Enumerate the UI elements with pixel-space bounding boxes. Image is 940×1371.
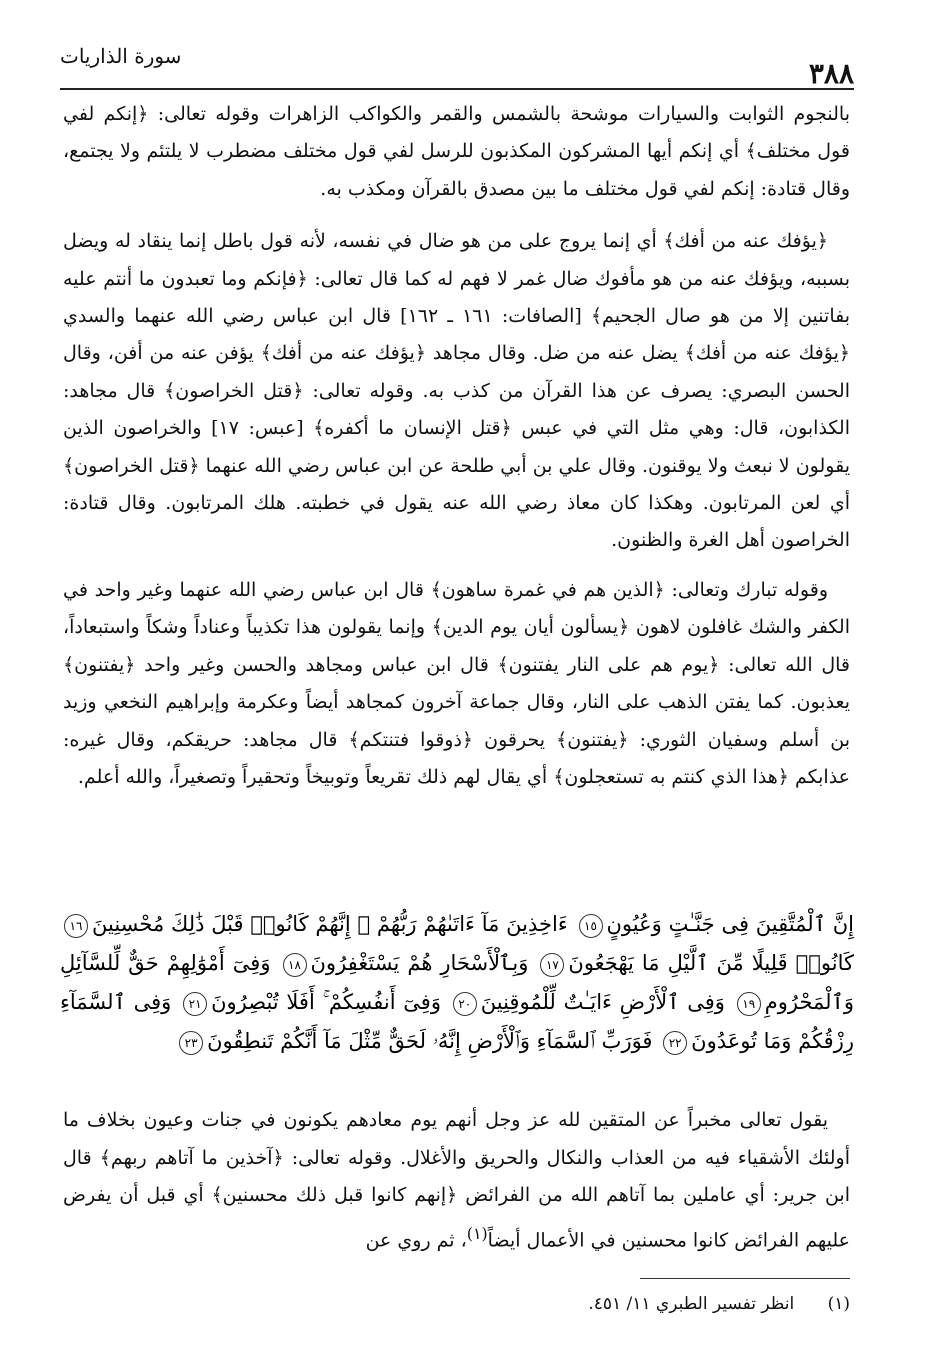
verse-number-marker: ١٦ (64, 914, 88, 938)
verse-text: وَفِىٓ أَمْوَٰلِهِمْ حَقٌّ لِّلسَّآئِلِ وَٱلْمَحْرُومِ (60, 951, 854, 1014)
commentary-block (63, 96, 850, 796)
footnote-divider (640, 1278, 850, 1279)
commentary-paragraph-2: ﴿يؤفك عنه من أفك﴾ أي إنما يروج على من هو ضال في نفسه، لأنه قول باطل إنما ينقاد له ويضل بسببه، ويؤفك عنه من هو مأفوك ضال غمر لا فهم له كما قال تعالى: ﴿فإنكم وما تعبدون ما أنتم عليه بفاتنين إلا من هو صال الجحيم﴾ [الصافات: ١٦١ ـ ١٦٢] قال ابن عباس رضي الله عنهما والسدي ﴿يؤفك عنه من أفك﴾ يضل عنه من ضل. وقال مجاهد ﴿يؤفك عنه من أفك﴾ يؤفن عنه من أفن، وقال الحسن البصري: يصرف عن هذا القرآن من كذب به. وقوله تعالى: ﴿قتل الخراصون﴾ قال مجاهد: الكذابون، قال: وهي مثل التي في عبس ﴿قتل الإنسان ما أكفره﴾ [عبس: ١٧] والخراصون الذين يقولون لا نبعث ولا يوقنون. وقال علي بن أبي طلحة عن ابن عباس رضي الله عنهما ﴿قتل الخراصون﴾ أي لعن المرتابون. وهكذا كان معاذ رضي الله عنه يقول في خطبته. هلك المرتابون. وقال قتادة: الخراصون أهل الغرة والظنون. (63, 230, 851, 552)
verse-text: ءَاخِذِينَ مَآ ءَاتَىٰهُمْ رَبُّهُمْ ۚ إِنَّهُمْ كَانُوا۟ قَبْلَ ذَٰلِكَ مُحْسِنِينَ (92, 912, 568, 936)
footnote-text: انظر تفسير الطبري ١١/ ٤٥١. (588, 1294, 795, 1314)
verse-number-marker: ٢١ (183, 992, 207, 1016)
footnote-reference[interactable]: (١) (466, 1223, 488, 1243)
verse-number-marker: ١٥ (579, 914, 603, 938)
footnote (63, 1290, 850, 1318)
surah-name: سورة الذاريات (60, 44, 182, 68)
commentary-paragraph-1: بالنجوم الثوابت والسيارات موشحة بالشمس والقمر والكواكب الزاهرات وقوله تعالى: ﴿إنكم لفي قول مختلف﴾ أي إنكم أيها المشركون المكذبون للرسل لفي قول مختلف مضطرب لا يلتئم ولا يجتمع، وقال قتادة: إنكم لفي قول مختلف ما بين مصدق بالقرآن ومكذب به. (63, 103, 850, 200)
page-header (60, 38, 854, 90)
verse-text: وَفِى ٱلْأَرْضِ ءَايَـٰتٌ لِّلْمُوقِنِينَ (480, 990, 725, 1014)
tafsir-text: يقول تعالى مخبراً عن المتقين لله عز وجل أنهم يوم معادهم يكونون في جنات وعيون بخلاف ما أولئك الأشقياء فيه من العذاب والنكال والحريق والأغلال. وقوله تعالى: ﴿آخذين ما آتاهم ربهم﴾ قال ابن جرير: أي عاملين بما آتاهم الله من الفرائض ﴿إنهم كانوا قبل ذلك محسنين﴾ أي قبل أن يفرض عليهم الفرائض كانوا محسنين في الأعمال أيضاً (63, 1109, 850, 1251)
verse-text: كَانُوا۟ قَلِيلًا مِّنَ ٱلَّيْلِ مَا يَهْجَعُونَ (568, 951, 854, 975)
verse-text: فَوَرَبِّ ٱلسَّمَآءِ وَٱلْأَرْضِ إِنَّهُۥ لَحَقٌّ مِّثْلَ مَآ أَنَّكُمْ تَنطِقُونَ (207, 1029, 653, 1053)
verse-number-marker: ١٨ (283, 953, 307, 977)
verse-number-marker: ٢٢ (663, 1031, 687, 1055)
quran-verses-block (60, 905, 854, 1061)
commentary-paragraph-3: وقوله تبارك وتعالى: ﴿الذين هم في غمرة ساهون﴾ قال ابن عباس رضي الله عنهما وغير واحد في الكفر والشك غافلون لاهون ﴿يسألون أيان يوم الدين﴾ وإنما يقولون هذا تكذيباً وعناداً وشكاً واستبعاداً، قال الله تعالى: ﴿يوم هم على النار يفتنون﴾ قال ابن عباس ومجاهد والحسن وغير واحد ﴿يفتنون﴾ يعذبون. كما يفتن الذهب على النار، وقال جماعة آخرون كمجاهد أيضاً وعكرمة وإبراهيم النخعي وزيد بن أسلم وسفيان الثوري: ﴿يفتنون﴾ يحرقون ﴿ذوقوا فتنتكم﴾ قال مجاهد: حريقكم، وقال غيره: عذابكم ﴿هذا الذي كنتم به تستعجلون﴾ أي يقال لهم ذلك تقريعاً وتوبيخاً وتحقيراً وتصغيراً، والله أعلم. (63, 578, 850, 788)
verse-number-marker: ١٩ (737, 992, 761, 1016)
page-number: ٣٨٨ (808, 57, 854, 90)
footnote-marker: (١) (827, 1294, 850, 1314)
verse-text: وَفِىٓ أَنفُسِكُمْ ۚ أَفَلَا تُبْصِرُونَ (211, 990, 441, 1014)
tafsir-block (63, 1102, 850, 1259)
verse-text: وَبِٱلْأَسْحَارِ هُمْ يَسْتَغْفِرُونَ (310, 951, 529, 975)
verse-number-marker: ٢٣ (179, 1031, 203, 1055)
verse-number-marker: ١٧ (540, 953, 564, 977)
tafsir-paragraph (63, 1102, 850, 1259)
verse-text: وَفِى ٱلسَّمَآءِ رِزْقُكُمْ وَمَا تُوعَدُونَ (60, 990, 854, 1053)
tafsir-text-end: ، ثم روي عن (365, 1228, 467, 1251)
verse-text: إِنَّ ٱلْمُتَّقِينَ فِى جَنَّـٰتٍ وَعُيُونٍ (606, 912, 854, 936)
verse-number-marker: ٢٠ (453, 992, 477, 1016)
